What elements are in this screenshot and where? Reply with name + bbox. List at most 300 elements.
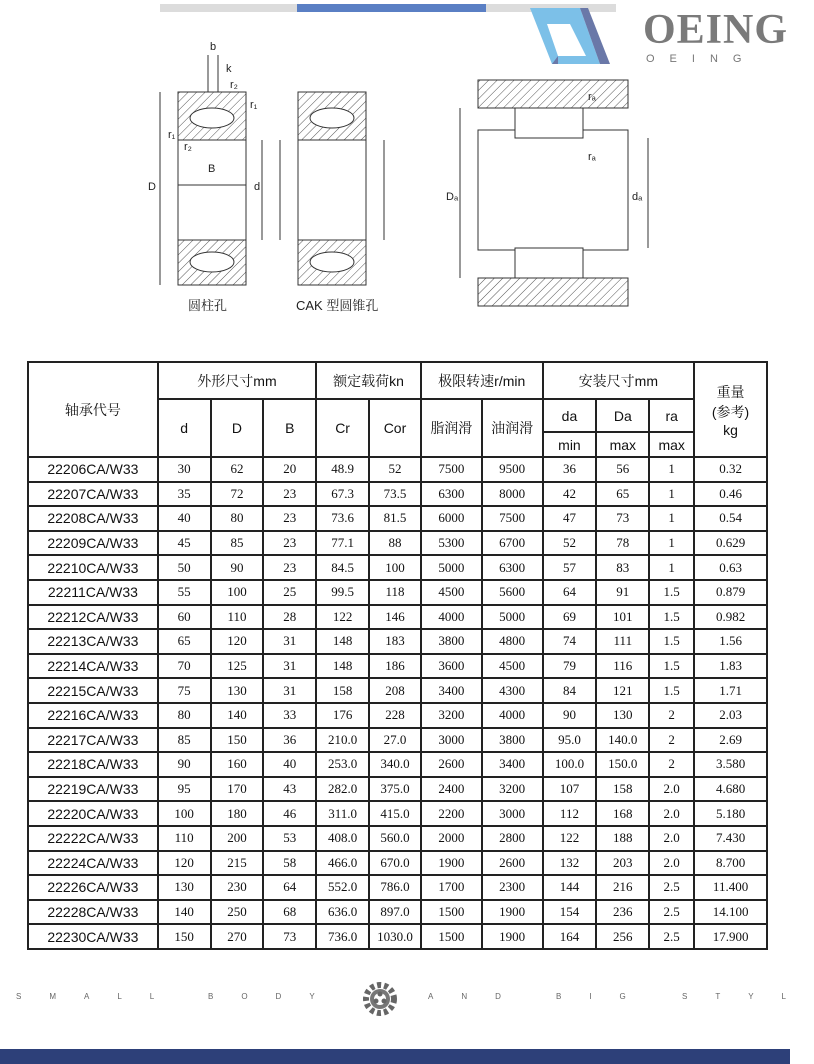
table-cell: 107 bbox=[543, 777, 597, 802]
table-cell: 4500 bbox=[421, 580, 482, 605]
gear-icon bbox=[362, 981, 398, 1017]
table-cell: 57 bbox=[543, 555, 597, 580]
table-cell: 140 bbox=[158, 900, 211, 925]
table-cell: 101 bbox=[596, 605, 649, 630]
label-k: k bbox=[226, 63, 232, 75]
bearing-code: 22224CA/W33 bbox=[28, 851, 158, 876]
table-cell: 230 bbox=[211, 875, 264, 900]
table-row bbox=[28, 605, 767, 630]
table-cell: 28 bbox=[263, 605, 316, 630]
table-cell: 250 bbox=[211, 900, 264, 925]
table-cell: 1.5 bbox=[649, 629, 694, 654]
table-row bbox=[28, 506, 767, 531]
table-cell: 130 bbox=[211, 678, 264, 703]
table-cell: 1 bbox=[649, 506, 694, 531]
table-cell: 62 bbox=[211, 457, 264, 482]
table-cell: 118 bbox=[369, 580, 421, 605]
table-cell: 85 bbox=[211, 531, 264, 556]
table-cell: 69 bbox=[543, 605, 597, 630]
table-row bbox=[28, 678, 767, 703]
table-cell: 77.1 bbox=[316, 531, 369, 556]
subheader: da bbox=[543, 399, 597, 432]
table-cell: 68 bbox=[263, 900, 316, 925]
table-cell: 50 bbox=[158, 555, 211, 580]
table-cell: 148 bbox=[316, 629, 369, 654]
table-cell: 897.0 bbox=[369, 900, 421, 925]
table-cell: 2000 bbox=[421, 826, 482, 851]
header-weight: 重量 (参考) kg bbox=[694, 362, 767, 457]
table-cell: 146 bbox=[369, 605, 421, 630]
table-cell: 6000 bbox=[421, 506, 482, 531]
table-cell: 25 bbox=[263, 580, 316, 605]
table-cell: 56 bbox=[596, 457, 649, 482]
table-cell: 3200 bbox=[482, 777, 543, 802]
table-cell: 1900 bbox=[421, 851, 482, 876]
table-cell: 90 bbox=[543, 703, 597, 728]
table-cell: 17.900 bbox=[694, 924, 767, 949]
mounting-drawing bbox=[460, 80, 648, 306]
subheader: Cr bbox=[316, 399, 369, 457]
bearing-code: 22210CA/W33 bbox=[28, 555, 158, 580]
table-cell: 270 bbox=[211, 924, 264, 949]
header-dims: 外形尺寸mm bbox=[158, 362, 316, 399]
table-cell: 31 bbox=[263, 654, 316, 679]
label-ra: rₐ bbox=[588, 91, 596, 103]
subheader: Cor bbox=[369, 399, 421, 457]
table-cell: 1.56 bbox=[694, 629, 767, 654]
table-row bbox=[28, 457, 767, 482]
table-row bbox=[28, 482, 767, 507]
table-row bbox=[28, 875, 767, 900]
table-cell: 6300 bbox=[421, 482, 482, 507]
table-cell: 23 bbox=[263, 531, 316, 556]
label-b: b bbox=[210, 41, 217, 53]
table-cell: 112 bbox=[543, 801, 597, 826]
table-cell: 47 bbox=[543, 506, 597, 531]
table-cell: 120 bbox=[158, 851, 211, 876]
bearing-code: 22220CA/W33 bbox=[28, 801, 158, 826]
subheader: 脂润滑 bbox=[421, 399, 482, 457]
table-cell: 164 bbox=[543, 924, 597, 949]
table-row bbox=[28, 851, 767, 876]
table-cell: 2600 bbox=[482, 851, 543, 876]
bearing-drawings bbox=[140, 38, 643, 318]
table-cell: 81.5 bbox=[369, 506, 421, 531]
label-d: d bbox=[254, 181, 261, 193]
table-cell: 2400 bbox=[421, 777, 482, 802]
table-cell: 340.0 bbox=[369, 752, 421, 777]
table-cell: 90 bbox=[211, 555, 264, 580]
table-cell: 4000 bbox=[482, 703, 543, 728]
table-cell: 1 bbox=[649, 482, 694, 507]
table-cell: 75 bbox=[158, 678, 211, 703]
table-cell: 58 bbox=[263, 851, 316, 876]
label-da: dₐ bbox=[632, 191, 643, 203]
table-row bbox=[28, 654, 767, 679]
table-cell: 31 bbox=[263, 678, 316, 703]
subheader: max bbox=[596, 432, 649, 457]
table-cell: 53 bbox=[263, 826, 316, 851]
table-cell: 42 bbox=[543, 482, 597, 507]
table-cell: 23 bbox=[263, 555, 316, 580]
table-cell: 216 bbox=[596, 875, 649, 900]
table-cell: 100 bbox=[211, 580, 264, 605]
bearing-code: 22213CA/W33 bbox=[28, 629, 158, 654]
table-cell: 40 bbox=[263, 752, 316, 777]
bearing-code: 22218CA/W33 bbox=[28, 752, 158, 777]
table-cell: 23 bbox=[263, 506, 316, 531]
table-cell: 150 bbox=[211, 728, 264, 753]
table-cell: 33 bbox=[263, 703, 316, 728]
table-cell: 168 bbox=[596, 801, 649, 826]
table-cell: 46 bbox=[263, 801, 316, 826]
table-cell: 3600 bbox=[421, 654, 482, 679]
table-row bbox=[28, 580, 767, 605]
header-speed: 极限转速r/min bbox=[421, 362, 543, 399]
table-cell: 180 bbox=[211, 801, 264, 826]
table-cell: 2.0 bbox=[649, 851, 694, 876]
table-cell: 154 bbox=[543, 900, 597, 925]
table-cell: 0.54 bbox=[694, 506, 767, 531]
table-cell: 80 bbox=[158, 703, 211, 728]
label-r2b: r₂ bbox=[184, 141, 192, 153]
table-cell: 552.0 bbox=[316, 875, 369, 900]
bearing-code: 22207CA/W33 bbox=[28, 482, 158, 507]
table-cell: 210.0 bbox=[316, 728, 369, 753]
table-cell: 45 bbox=[158, 531, 211, 556]
table-cell: 64 bbox=[543, 580, 597, 605]
subheader: d bbox=[158, 399, 211, 457]
table-cell: 120 bbox=[211, 629, 264, 654]
table-cell: 52 bbox=[369, 457, 421, 482]
table-cell: 140.0 bbox=[596, 728, 649, 753]
header-load: 额定载荷kn bbox=[316, 362, 421, 399]
table-cell: 0.46 bbox=[694, 482, 767, 507]
table-cell: 7.430 bbox=[694, 826, 767, 851]
table-cell: 408.0 bbox=[316, 826, 369, 851]
table-cell: 36 bbox=[263, 728, 316, 753]
table-cell: 2.0 bbox=[649, 826, 694, 851]
bearing-code: 22219CA/W33 bbox=[28, 777, 158, 802]
table-cell: 736.0 bbox=[316, 924, 369, 949]
table-cell: 9500 bbox=[482, 457, 543, 482]
table-cell: 3000 bbox=[421, 728, 482, 753]
table-cell: 95.0 bbox=[543, 728, 597, 753]
table-cell: 84 bbox=[543, 678, 597, 703]
header-code: 轴承代号 bbox=[28, 362, 158, 457]
table-cell: 73 bbox=[263, 924, 316, 949]
subheader: min bbox=[543, 432, 597, 457]
table-row bbox=[28, 752, 767, 777]
tapered-bore-drawing bbox=[280, 92, 384, 285]
bottom-decor-bar bbox=[0, 1049, 790, 1064]
table-cell: 466.0 bbox=[316, 851, 369, 876]
table-cell: 2.0 bbox=[649, 801, 694, 826]
table-row bbox=[28, 531, 767, 556]
table-cell: 35 bbox=[158, 482, 211, 507]
table-cell: 0.982 bbox=[694, 605, 767, 630]
table-cell: 78 bbox=[596, 531, 649, 556]
subheader: D bbox=[211, 399, 264, 457]
bearing-code: 22230CA/W33 bbox=[28, 924, 158, 949]
table-cell: 7500 bbox=[421, 457, 482, 482]
table-cell: 83 bbox=[596, 555, 649, 580]
table-cell: 1 bbox=[649, 457, 694, 482]
table-cell: 2.5 bbox=[649, 875, 694, 900]
table-cell: 91 bbox=[596, 580, 649, 605]
bearing-code: 22206CA/W33 bbox=[28, 457, 158, 482]
label-B: B bbox=[208, 163, 216, 175]
table-cell: 2800 bbox=[482, 826, 543, 851]
table-cell: 2 bbox=[649, 703, 694, 728]
bearing-code: 22208CA/W33 bbox=[28, 506, 158, 531]
table-row bbox=[28, 703, 767, 728]
table-cell: 23 bbox=[263, 482, 316, 507]
bearing-code: 22209CA/W33 bbox=[28, 531, 158, 556]
table-row bbox=[28, 629, 767, 654]
table-cell: 1030.0 bbox=[369, 924, 421, 949]
table-cell: 132 bbox=[543, 851, 597, 876]
table-row bbox=[28, 801, 767, 826]
table-cell: 65 bbox=[596, 482, 649, 507]
table-cell: 80 bbox=[211, 506, 264, 531]
table-cell: 67.3 bbox=[316, 482, 369, 507]
subheader: max bbox=[649, 432, 694, 457]
bearing-code: 22222CA/W33 bbox=[28, 826, 158, 851]
label-r1b: r₁ bbox=[168, 129, 176, 141]
bearing-code: 22211CA/W33 bbox=[28, 580, 158, 605]
bearing-code: 22217CA/W33 bbox=[28, 728, 158, 753]
table-cell: 130 bbox=[596, 703, 649, 728]
table-cell: 100 bbox=[369, 555, 421, 580]
table-cell: 88 bbox=[369, 531, 421, 556]
table-cell: 55 bbox=[158, 580, 211, 605]
table-cell: 0.63 bbox=[694, 555, 767, 580]
table-cell: 48.9 bbox=[316, 457, 369, 482]
table-cell: 100 bbox=[158, 801, 211, 826]
table-cell: 1.83 bbox=[694, 654, 767, 679]
table-cell: 415.0 bbox=[369, 801, 421, 826]
table-cell: 5300 bbox=[421, 531, 482, 556]
table-cell: 64 bbox=[263, 875, 316, 900]
table-cell: 144 bbox=[543, 875, 597, 900]
caption-cak: CAK 型圆锥孔 bbox=[296, 298, 379, 313]
table-cell: 121 bbox=[596, 678, 649, 703]
subheader: Da bbox=[596, 399, 649, 432]
table-cell: 116 bbox=[596, 654, 649, 679]
table-cell: 6300 bbox=[482, 555, 543, 580]
table-cell: 125 bbox=[211, 654, 264, 679]
table-cell: 2.0 bbox=[649, 777, 694, 802]
table-cell: 14.100 bbox=[694, 900, 767, 925]
table-cell: 160 bbox=[211, 752, 264, 777]
bearing-code: 22214CA/W33 bbox=[28, 654, 158, 679]
table-cell: 158 bbox=[316, 678, 369, 703]
brand-tagline: OEING bbox=[646, 53, 757, 65]
footer-slogan: SMALL BODY AND BIG STYL bbox=[16, 992, 814, 1001]
table-cell: 311.0 bbox=[316, 801, 369, 826]
top-decor-accent bbox=[297, 4, 486, 12]
table-cell: 95 bbox=[158, 777, 211, 802]
table-cell: 236 bbox=[596, 900, 649, 925]
table-cell: 1 bbox=[649, 555, 694, 580]
table-cell: 52 bbox=[543, 531, 597, 556]
table-cell: 253.0 bbox=[316, 752, 369, 777]
label-r2: r₂ bbox=[230, 79, 238, 91]
header-install: 安装尺寸mm bbox=[543, 362, 695, 399]
table-cell: 228 bbox=[369, 703, 421, 728]
table-cell: 73.5 bbox=[369, 482, 421, 507]
subheader: 油润滑 bbox=[482, 399, 543, 457]
table-cell: 1.5 bbox=[649, 580, 694, 605]
table-cell: 40 bbox=[158, 506, 211, 531]
table-cell: 73 bbox=[596, 506, 649, 531]
table-row bbox=[28, 900, 767, 925]
table-cell: 1.5 bbox=[649, 654, 694, 679]
table-cell: 1900 bbox=[482, 900, 543, 925]
table-cell: 65 bbox=[158, 629, 211, 654]
table-cell: 158 bbox=[596, 777, 649, 802]
spec-table bbox=[27, 361, 768, 950]
table-cell: 5600 bbox=[482, 580, 543, 605]
table-row bbox=[28, 777, 767, 802]
table-cell: 256 bbox=[596, 924, 649, 949]
table-cell: 3800 bbox=[482, 728, 543, 753]
table-cell: 11.400 bbox=[694, 875, 767, 900]
table-cell: 3000 bbox=[482, 801, 543, 826]
table-cell: 4500 bbox=[482, 654, 543, 679]
table-cell: 150.0 bbox=[596, 752, 649, 777]
table-cell: 0.879 bbox=[694, 580, 767, 605]
table-cell: 100.0 bbox=[543, 752, 597, 777]
table-cell: 3200 bbox=[421, 703, 482, 728]
table-cell: 7500 bbox=[482, 506, 543, 531]
table-cell: 5.180 bbox=[694, 801, 767, 826]
table-cell: 60 bbox=[158, 605, 211, 630]
table-cell: 8000 bbox=[482, 482, 543, 507]
table-cell: 8.700 bbox=[694, 851, 767, 876]
table-cell: 36 bbox=[543, 457, 597, 482]
subheader: ra bbox=[649, 399, 694, 432]
table-cell: 90 bbox=[158, 752, 211, 777]
table-cell: 2600 bbox=[421, 752, 482, 777]
table-row bbox=[28, 826, 767, 851]
table-cell: 282.0 bbox=[316, 777, 369, 802]
table-cell: 110 bbox=[158, 826, 211, 851]
table-cell: 1700 bbox=[421, 875, 482, 900]
table-cell: 43 bbox=[263, 777, 316, 802]
table-cell: 170 bbox=[211, 777, 264, 802]
table-row bbox=[28, 924, 767, 949]
bearing-code: 22216CA/W33 bbox=[28, 703, 158, 728]
table-cell: 0.32 bbox=[694, 457, 767, 482]
table-cell: 70 bbox=[158, 654, 211, 679]
table-cell: 3400 bbox=[482, 752, 543, 777]
table-cell: 560.0 bbox=[369, 826, 421, 851]
table-cell: 188 bbox=[596, 826, 649, 851]
table-cell: 30 bbox=[158, 457, 211, 482]
subheader: B bbox=[263, 399, 316, 457]
table-cell: 110 bbox=[211, 605, 264, 630]
table-cell: 99.5 bbox=[316, 580, 369, 605]
bearing-code: 22215CA/W33 bbox=[28, 678, 158, 703]
table-cell: 203 bbox=[596, 851, 649, 876]
table-cell: 20 bbox=[263, 457, 316, 482]
table-cell: 130 bbox=[158, 875, 211, 900]
table-cell: 2.03 bbox=[694, 703, 767, 728]
table-cell: 72 bbox=[211, 482, 264, 507]
label-r1: r₁ bbox=[250, 99, 258, 111]
table-cell: 5000 bbox=[482, 605, 543, 630]
table-cell: 2 bbox=[649, 728, 694, 753]
table-cell: 1.5 bbox=[649, 605, 694, 630]
bearing-code: 22212CA/W33 bbox=[28, 605, 158, 630]
table-cell: 2 bbox=[649, 752, 694, 777]
table-cell: 186 bbox=[369, 654, 421, 679]
bearing-code: 22228CA/W33 bbox=[28, 900, 158, 925]
table-cell: 85 bbox=[158, 728, 211, 753]
table-cell: 5000 bbox=[421, 555, 482, 580]
table-cell: 148 bbox=[316, 654, 369, 679]
label-Da: Dₐ bbox=[446, 191, 459, 203]
table-cell: 3.580 bbox=[694, 752, 767, 777]
table-cell: 4000 bbox=[421, 605, 482, 630]
table-cell: 215 bbox=[211, 851, 264, 876]
table-cell: 84.5 bbox=[316, 555, 369, 580]
table-cell: 111 bbox=[596, 629, 649, 654]
table-cell: 3400 bbox=[421, 678, 482, 703]
table-cell: 4300 bbox=[482, 678, 543, 703]
label-D: D bbox=[148, 181, 156, 193]
table-cell: 122 bbox=[316, 605, 369, 630]
table-cell: 150 bbox=[158, 924, 211, 949]
table-cell: 140 bbox=[211, 703, 264, 728]
table-cell: 176 bbox=[316, 703, 369, 728]
table-cell: 4.680 bbox=[694, 777, 767, 802]
caption-cylindrical: 圆柱孔 bbox=[188, 298, 228, 313]
table-row bbox=[28, 555, 767, 580]
table-cell: 200 bbox=[211, 826, 264, 851]
table-cell: 786.0 bbox=[369, 875, 421, 900]
table-cell: 2200 bbox=[421, 801, 482, 826]
table-cell: 73.6 bbox=[316, 506, 369, 531]
table-cell: 1.5 bbox=[649, 678, 694, 703]
table-cell: 208 bbox=[369, 678, 421, 703]
table-cell: 1.71 bbox=[694, 678, 767, 703]
table-cell: 2300 bbox=[482, 875, 543, 900]
table-cell: 27.0 bbox=[369, 728, 421, 753]
table-cell: 31 bbox=[263, 629, 316, 654]
table-cell: 183 bbox=[369, 629, 421, 654]
table-row bbox=[28, 728, 767, 753]
table-cell: 1500 bbox=[421, 900, 482, 925]
table-cell: 4800 bbox=[482, 629, 543, 654]
table-cell: 0.629 bbox=[694, 531, 767, 556]
table-cell: 375.0 bbox=[369, 777, 421, 802]
table-cell: 1500 bbox=[421, 924, 482, 949]
table-cell: 122 bbox=[543, 826, 597, 851]
label-ra2: rₐ bbox=[588, 151, 596, 163]
table-cell: 1 bbox=[649, 531, 694, 556]
table-cell: 2.5 bbox=[649, 924, 694, 949]
table-cell: 2.5 bbox=[649, 900, 694, 925]
brand-name: OEING bbox=[643, 7, 789, 53]
table-cell: 6700 bbox=[482, 531, 543, 556]
table-cell: 670.0 bbox=[369, 851, 421, 876]
bearing-code: 22226CA/W33 bbox=[28, 875, 158, 900]
table-cell: 3800 bbox=[421, 629, 482, 654]
table-cell: 2.69 bbox=[694, 728, 767, 753]
